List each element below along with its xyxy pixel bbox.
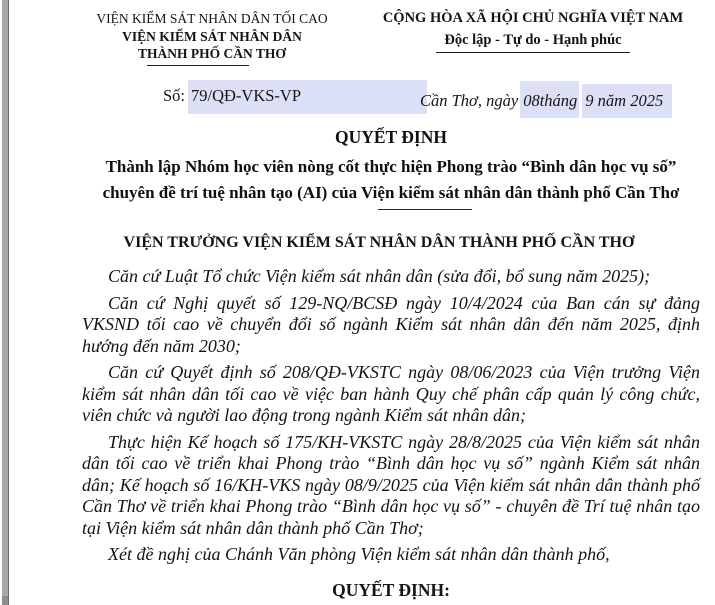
document-number-field[interactable]: 79/QĐ-VKS-VP — [188, 80, 427, 114]
decision-heading: QUYẾT ĐỊNH — [335, 127, 447, 147]
page-edge-strip — [2, 0, 9, 605]
document-number-label: Số: — [163, 86, 186, 105]
issuing-org-name-line2: THÀNH PHỐ CẦN THƠ — [138, 46, 286, 62]
recital-paragraph: Căn cứ Nghị quyết số 129-NQ/BCSĐ ngày 10/4/2024 của Ban cán sự đảng VKSND tối cao về chuyển đổi số ngành Kiểm sát nhân dân đến năm 2025, định hướng đến năm 2030; — [82, 292, 700, 356]
recital-paragraph: Căn cứ Quyết định số 208/QĐ-VKSTC ngày 08/06/2023 của Viện trưởng Viện kiểm sát nhân dân tối cao về việc ban hành Quy chế phân cấp quản lý công chức, viên chức và người lao động trong ngành Kiểm sát nhân dân; — [82, 362, 700, 425]
authority-line: VIỆN TRƯỞNG VIỆN KIỂM SÁT NHÂN DÂN THÀNH PHỐ CẦN THƠ — [123, 234, 635, 251]
closing-heading: QUYẾT ĐỊNH: — [332, 580, 450, 600]
title-separator-line — [378, 209, 472, 210]
recital-paragraph: Căn cứ Luật Tổ chức Viện kiểm sát nhân dân (sửa đổi, bổ sung năm 2025); — [108, 266, 651, 286]
decision-subtitle-line1: Thành lập Nhóm học viên nòng cốt thực hiện Phong trào “Bình dân học vụ số” — [105, 157, 677, 176]
issuing-org-underline — [147, 65, 249, 66]
recital-paragraph: Xét đề nghị của Chánh Văn phòng Viện kiểm sát nhân dân thành phố, — [108, 544, 610, 564]
decision-subtitle-line2: chuyên đề trí tuệ nhân tạo (AI) của Viện kiểm sát nhân dân thành phố Cần Thơ — [102, 183, 680, 202]
issuing-org-name-line1: VIỆN KIỂM SÁT NHÂN DÂN — [122, 28, 302, 44]
place-date-prefix: Cần Thơ, ngày — [420, 91, 519, 110]
page-edge-strip-shadow — [2, 596, 8, 605]
national-motto: Độc lập - Tự do - Hạnh phúc — [436, 31, 629, 53]
issuing-org-parent: VIỆN KIỂM SÁT NHÂN DÂN TỐI CAO — [96, 11, 328, 26]
issuing-org-block — [66, 10, 358, 66]
document-number-line — [163, 80, 427, 114]
page-edge-gutter — [0, 0, 11, 605]
national-header-line: CỘNG HÒA XÃ HỘI CHỦ NGHĨA VIỆT NAM — [382, 10, 684, 26]
date-day-field[interactable]: 08tháng — [520, 81, 579, 118]
national-header-block — [358, 9, 708, 53]
recital-paragraph: Thực hiện Kế hoạch số 175/KH-VKSTC ngày 28/8/2025 của Viện kiểm sát nhân dân tối cao về triển khai Phong trào “Bình dân học vụ số” ngành Kiểm sát nhân dân; Kế hoạch số 16/KH-VKS ngày 08/9/2025 của Viện kiểm sát nhân dân thành phố Cần Thơ về triển khai Phong trào “Bình dân học vụ số” - chuyên đề Trí tuệ nhân tạo tại Viện kiểm sát nhân dân thành phố Cần Thơ; — [82, 431, 700, 538]
place-date-line — [420, 81, 672, 118]
date-month-year-field[interactable]: 9 năm 2025 — [582, 84, 672, 118]
recitals-block — [82, 266, 700, 571]
title-block — [82, 127, 700, 210]
